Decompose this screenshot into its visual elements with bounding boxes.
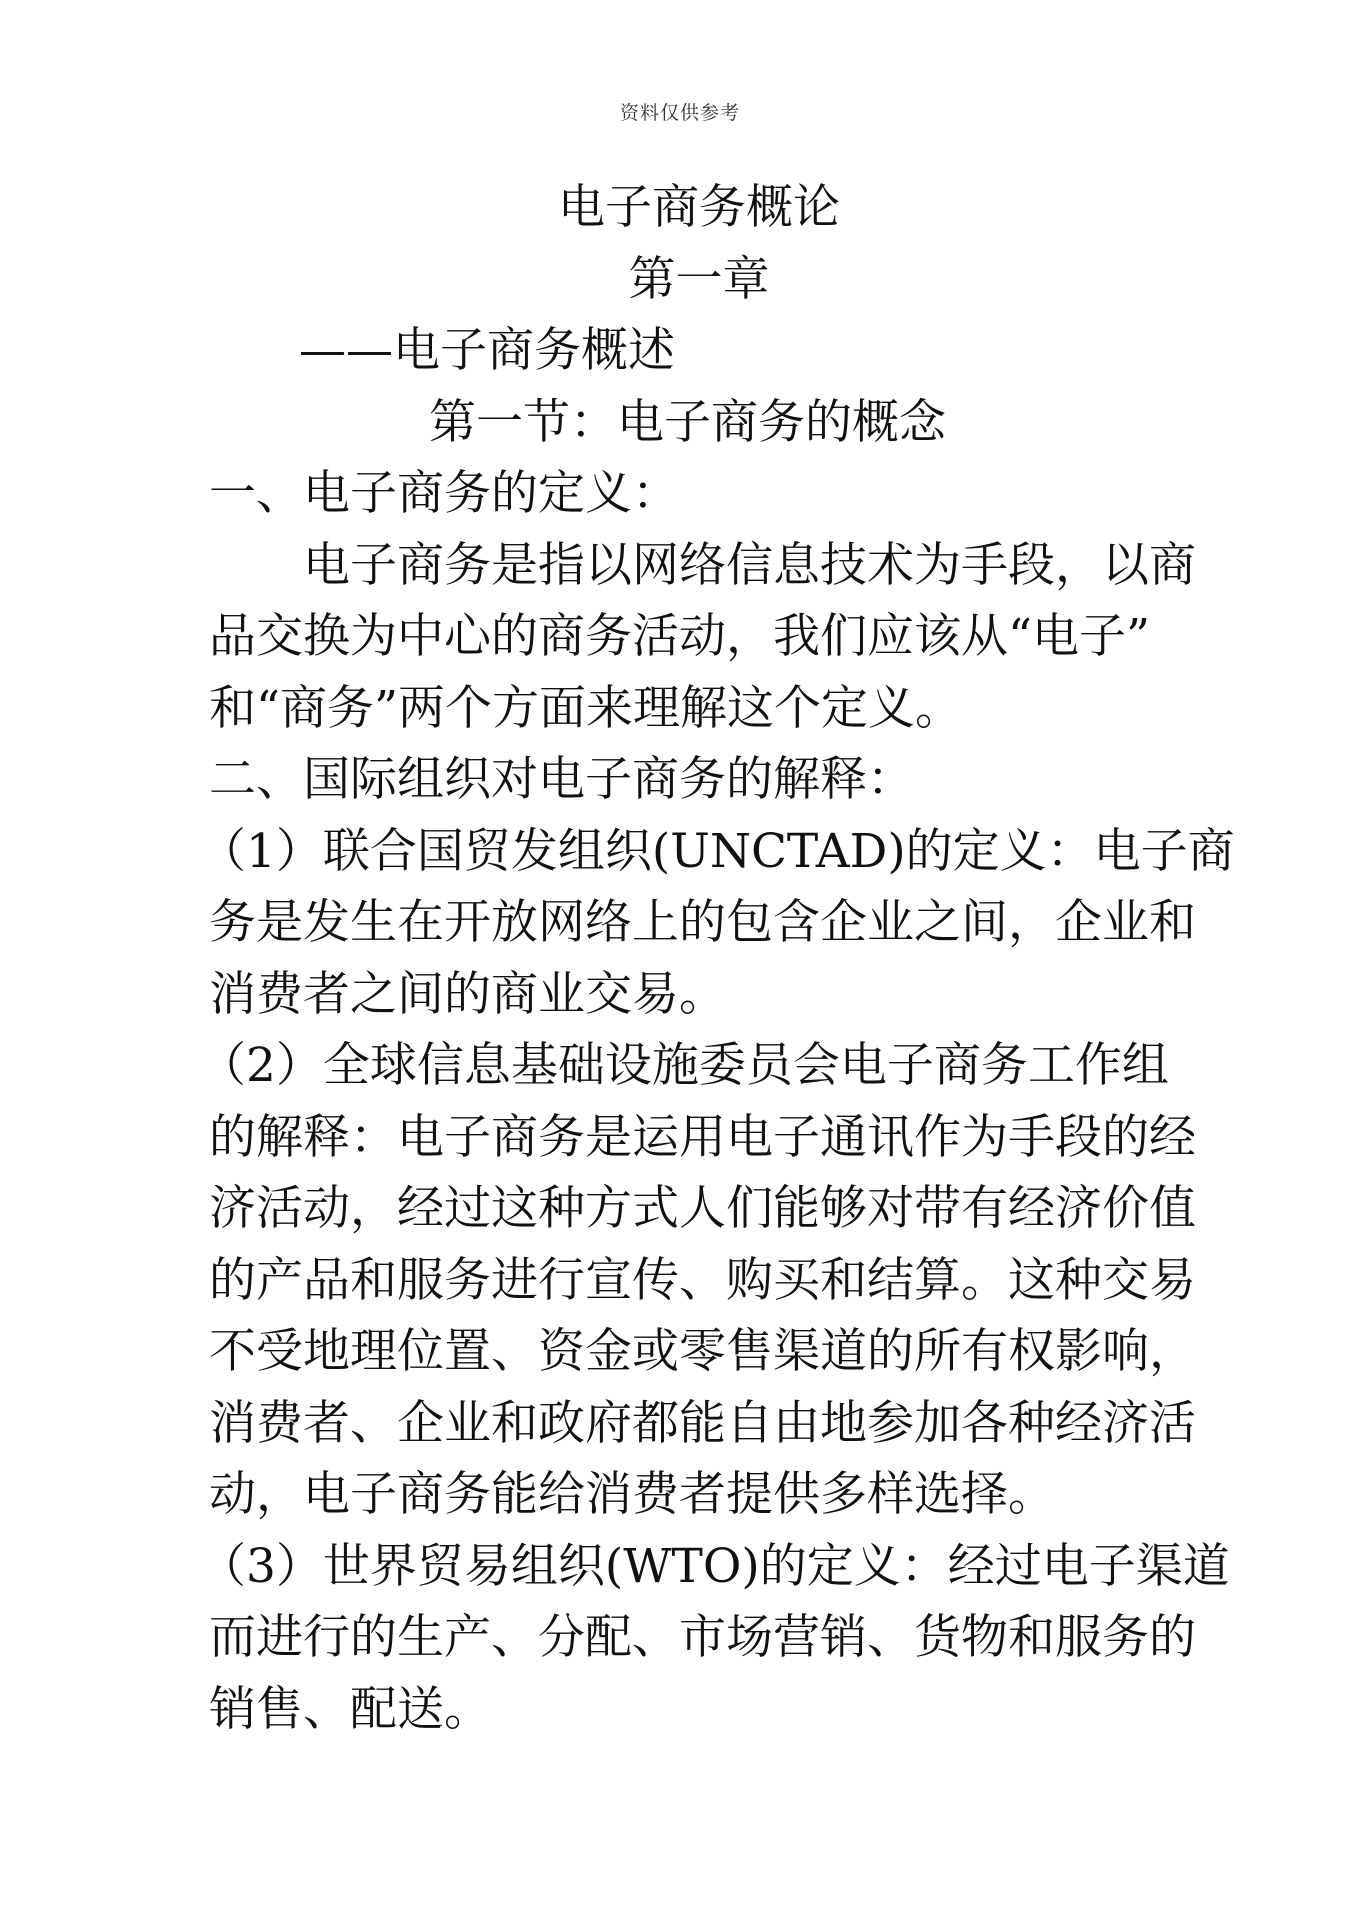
document-title: 电子商务概论 [558,180,840,235]
item-line: 的产品和服务进行宣传、购买和结算。这种交易 [209,1252,1196,1308]
section-heading: 第一节：电子商务的概念 [429,394,946,450]
item-line: 动，电子商务能给消费者提供多样选择。 [209,1467,1055,1522]
page-header: 资料仅供参考 [619,102,740,124]
item-line: 销售、配送。 [209,1681,491,1737]
item-line: 消费者、企业和政府都能自由地参加各种经济活 [209,1395,1196,1451]
heading-definition: 一、电子商务的定义： [209,466,679,521]
item-line: 而进行的生产、分配、市场营销、货物和服务的 [209,1610,1196,1665]
item-line: 济活动，经过这种方式人们能够对带有经济价值 [209,1181,1196,1236]
item-line: 消费者之间的商业交易。 [209,966,726,1022]
heading-international: 二、国际组织对电子商务的解释： [209,752,914,807]
chapter-heading: 第一章 [628,251,770,307]
item-line: （1）联合国贸发组织(UNCTAD)的定义：电子商 [199,823,1235,879]
document-body [199,172,1235,1745]
item-line: （3）世界贸易组织(WTO)的定义：经过电子渠道 [199,1538,1230,1594]
item-line: 的解释：电子商务是运用电子通讯作为手段的经 [209,1109,1196,1165]
paragraph-line: 电子商务是指以网络信息技术为手段，以商 [303,537,1196,593]
chapter-subtitle: ——电子商务概述 [299,323,675,378]
paragraph-line: 和“商务”两个方面来理解这个定义。 [209,680,963,736]
item-line: 务是发生在开放网络上的包含企业之间，企业和 [209,895,1196,950]
item-line: （2）全球信息基础设施委员会电子商务工作组 [199,1038,1169,1093]
paragraph-line: 品交换为中心的商务活动，我们应该从“电子” [209,609,1151,664]
item-line: 不受地理位置、资金或零售渠道的所有权影响， [209,1324,1196,1379]
